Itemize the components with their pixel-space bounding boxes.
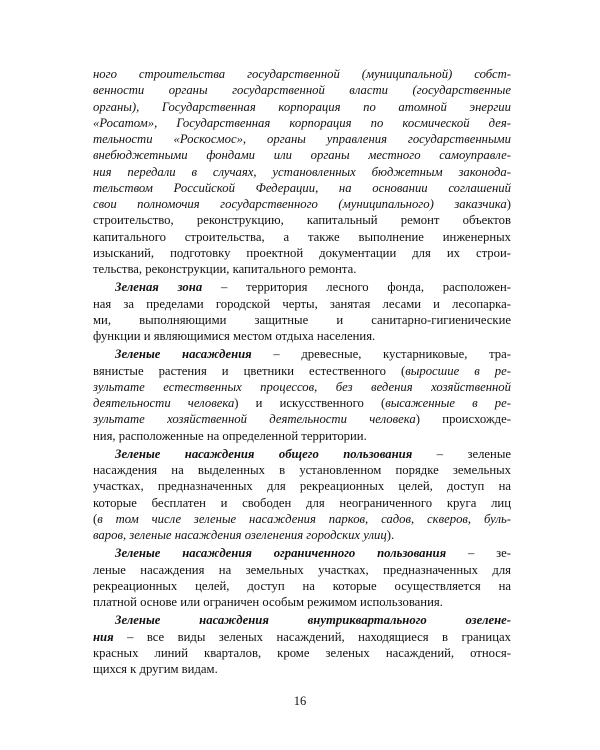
text-line	[93, 115, 511, 131]
text-line	[93, 212, 511, 228]
text-segment: «Росатом», Государственная корпорация по космической дея-	[93, 115, 511, 130]
text-line	[93, 478, 511, 494]
text-segment: красных линий кварталов, кроме зеленых насаждений, относя-	[93, 645, 511, 660]
text-segment: рекреационных целей, доступ на которые осуществляется на	[93, 578, 511, 593]
text-line	[93, 180, 511, 196]
text-line	[93, 495, 511, 511]
text-segment: участках, предназначенных для рекреационных целей, доступ на	[93, 479, 511, 494]
text-line	[93, 261, 511, 277]
text-segment: органы), Государственная корпорация по атомной энергии	[93, 99, 511, 114]
text-line	[93, 379, 511, 395]
text-segment: тельства, реконструкции, капитального ремонта.	[93, 262, 357, 276]
text-line	[93, 462, 511, 478]
text-segment: внебюджетными фондами или органы местного самоуправле-	[93, 148, 511, 163]
text-line	[93, 428, 511, 444]
text-segment: в том числе зеленые насаждения парков, садов, скверов, буль-	[97, 511, 511, 526]
text-segment: (	[93, 511, 98, 526]
text-line	[93, 411, 511, 427]
defined-term: ния	[93, 629, 114, 644]
text-line	[93, 511, 511, 527]
text-segment: ния передали в случаях, установленных бюджетным законода-	[93, 164, 511, 179]
text-segment: ) происхожде-	[415, 412, 511, 427]
text-segment: )	[506, 197, 511, 211]
text-segment: вянистые растения и цветники естественного (	[93, 363, 406, 378]
text-line	[93, 99, 511, 115]
text-segment: – древесные, кустарниковые, тра-	[251, 347, 511, 362]
paragraph-continuation	[93, 66, 511, 277]
text-segment: которые бесплатен и свободен для неограниченного круга лиц	[93, 495, 511, 510]
text-line	[93, 562, 511, 578]
paragraph-green-zone	[93, 279, 511, 344]
text-line	[93, 527, 511, 543]
text-segment: тельством Российской Федерации, на основании соглашений	[93, 180, 511, 195]
text-line	[93, 66, 511, 82]
text-line	[93, 196, 511, 212]
defined-term: Зеленые насаждения	[115, 347, 252, 362]
text-segment: изысканий, подготовку проектной документации для их строи-	[93, 245, 511, 260]
text-segment: варов, зеленые насаждения озеленения городских улиц	[93, 528, 387, 542]
text-line	[93, 446, 511, 462]
text-line	[93, 245, 511, 261]
paragraph-restricted-green-plantings	[93, 545, 511, 610]
text-segment: – все виды зеленых насаждений, находящиеся в границах	[113, 629, 511, 644]
text-segment: функции и являющимися местом отдыха населения.	[93, 329, 376, 343]
text-segment: ми, выполняющими защитные и санитарно-гигиенические	[93, 312, 511, 327]
text-segment: платной основе или ограничен особым режимом использования.	[93, 595, 443, 609]
text-line	[93, 545, 511, 561]
defined-term: Зеленые насаждения внутриквартального озелене-	[115, 613, 511, 628]
paragraph-intra-block-green-plantings	[93, 612, 511, 677]
text-line	[93, 629, 511, 645]
defined-term: Зеленые насаждения ограниченного пользования	[115, 546, 447, 561]
defined-term: Зеленая зона	[115, 280, 203, 295]
text-segment: леные насаждения на земельных участках, предназначенных для	[93, 562, 511, 577]
page-number: 16	[293, 694, 307, 708]
paragraph-public-green-plantings	[93, 446, 511, 544]
page-body	[93, 66, 511, 677]
text-line	[93, 578, 511, 594]
text-line	[93, 328, 511, 344]
text-segment: тельности «Роскосмос», органы управления государственными	[93, 132, 511, 146]
text-segment: ).	[386, 528, 395, 542]
paragraph-green-plantings	[93, 346, 511, 444]
text-line	[93, 131, 511, 147]
text-segment: ) и искусственного (	[234, 396, 386, 410]
text-line	[93, 346, 511, 362]
text-segment: щихся к другим видам.	[93, 662, 218, 676]
text-segment: строительство, реконструкцию, капитальный ремонт объектов	[93, 213, 511, 228]
text-segment: зультате хозяйственной деятельности человека	[93, 412, 416, 427]
text-segment: свои полномочия государственного (муниципального) заказчика	[93, 197, 507, 211]
defined-term: Зеленые насаждения общего пользования	[115, 446, 413, 461]
text-line	[93, 661, 511, 677]
text-line	[93, 612, 511, 628]
text-line	[93, 164, 511, 180]
text-line	[93, 594, 511, 610]
text-line	[93, 82, 511, 98]
text-segment: – зе-	[446, 546, 511, 561]
text-segment: деятельности человека	[93, 396, 235, 410]
text-segment: – зеленые	[412, 446, 511, 461]
text-line	[93, 312, 511, 328]
text-segment: ния, расположенные на определенной территории.	[93, 428, 367, 443]
text-segment: ная за пределами городской черты, занятая лесами и лесопарка-	[93, 296, 511, 311]
text-segment: – территория лесного фонда, расположен-	[202, 280, 511, 295]
text-line	[93, 363, 511, 379]
text-line	[93, 279, 511, 295]
text-line	[93, 296, 511, 312]
text-segment: высаженные в ре-	[385, 396, 511, 410]
text-segment: выросшие в ре-	[405, 363, 511, 378]
text-line	[93, 229, 511, 245]
text-segment: ного строительства государственной (муниципальной) собст-	[93, 67, 511, 81]
text-segment: насаждения на выделенных в установленном порядке земельных	[93, 463, 511, 477]
text-line	[93, 395, 511, 411]
text-segment: капитального строительства, а также выполнение инженерных	[93, 229, 511, 244]
text-segment: венности органы государственной власти (государственные	[93, 83, 511, 98]
text-line	[93, 147, 511, 163]
text-segment: зультате естественных процессов, без ведения хозяйственной	[93, 379, 511, 394]
text-line	[93, 645, 511, 661]
